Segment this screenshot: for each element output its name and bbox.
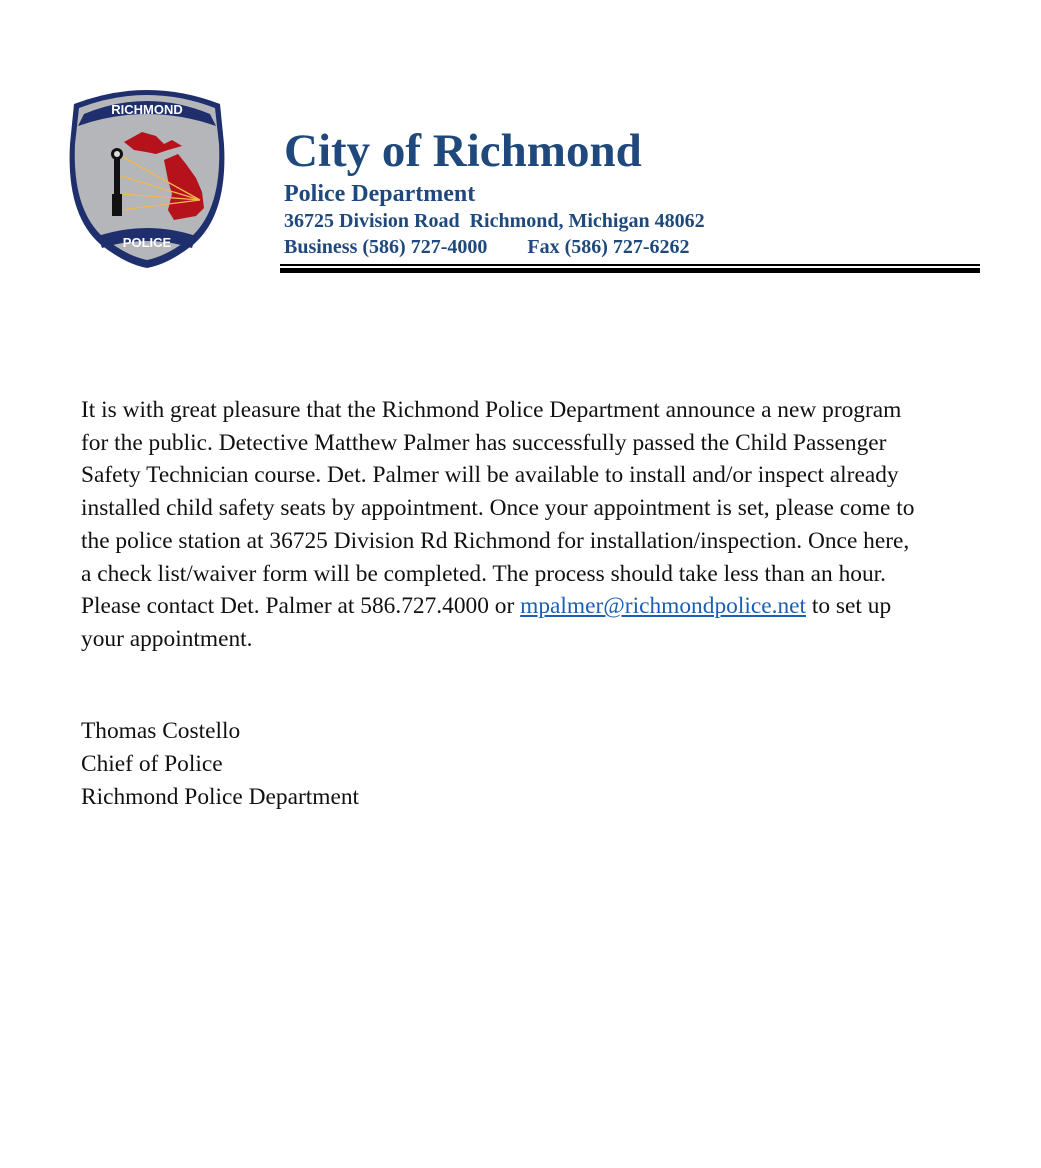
body-line: for the public. Detective Matthew Palmer has successfully passed the Child Passenger bbox=[81, 429, 887, 456]
svg-text:RICHMOND: RICHMOND bbox=[111, 102, 183, 117]
contact-prefix: Please contact Det. Palmer at 586.727.4000 or bbox=[81, 593, 521, 620]
letterhead bbox=[284, 124, 705, 260]
body-line: It is with great pleasure that the Richmond Police Department announce a new program bbox=[81, 397, 902, 423]
badge-shield-icon bbox=[64, 84, 230, 270]
announcement-body bbox=[81, 394, 1031, 656]
business-phone: Business (586) 727-4000 bbox=[284, 236, 488, 258]
body-line: a check list/waiver form will be completed. The process should take less than an hour. bbox=[81, 560, 887, 587]
police-badge-logo bbox=[64, 84, 230, 270]
email-link[interactable]: mpalmer@richmondpolice.net bbox=[520, 593, 807, 620]
body-line: installed child safety seats by appointment. Once your appointment is set, please come to bbox=[81, 495, 915, 522]
header-rule-thin bbox=[280, 264, 980, 266]
body-line: your appointment. bbox=[81, 625, 253, 652]
body-line: the police station at 36725 Division Rd Richmond for installation/inspection. Once here, bbox=[81, 527, 910, 554]
contact-suffix: to set up bbox=[806, 593, 892, 620]
signer-organization: Richmond Police Department bbox=[81, 784, 360, 810]
address-line: 36725 Division Road Richmond, Michigan 48062 bbox=[284, 210, 705, 232]
body-line: Safety Technician course. Det. Palmer will be available to install and/or inspect already bbox=[81, 462, 899, 489]
phone-line bbox=[284, 234, 705, 260]
signer-title: Chief of Police bbox=[81, 751, 223, 777]
city-title: City of Richmond bbox=[284, 125, 642, 177]
contact-line bbox=[81, 590, 1031, 623]
department-name: Police Department bbox=[284, 181, 476, 207]
signer-name: Thomas Costello bbox=[81, 718, 241, 744]
fax-number: Fax (586) 727-6262 bbox=[527, 236, 690, 258]
svg-text:POLICE: POLICE bbox=[122, 235, 172, 250]
signature-block bbox=[81, 715, 359, 814]
header-rule-thick bbox=[280, 268, 980, 273]
